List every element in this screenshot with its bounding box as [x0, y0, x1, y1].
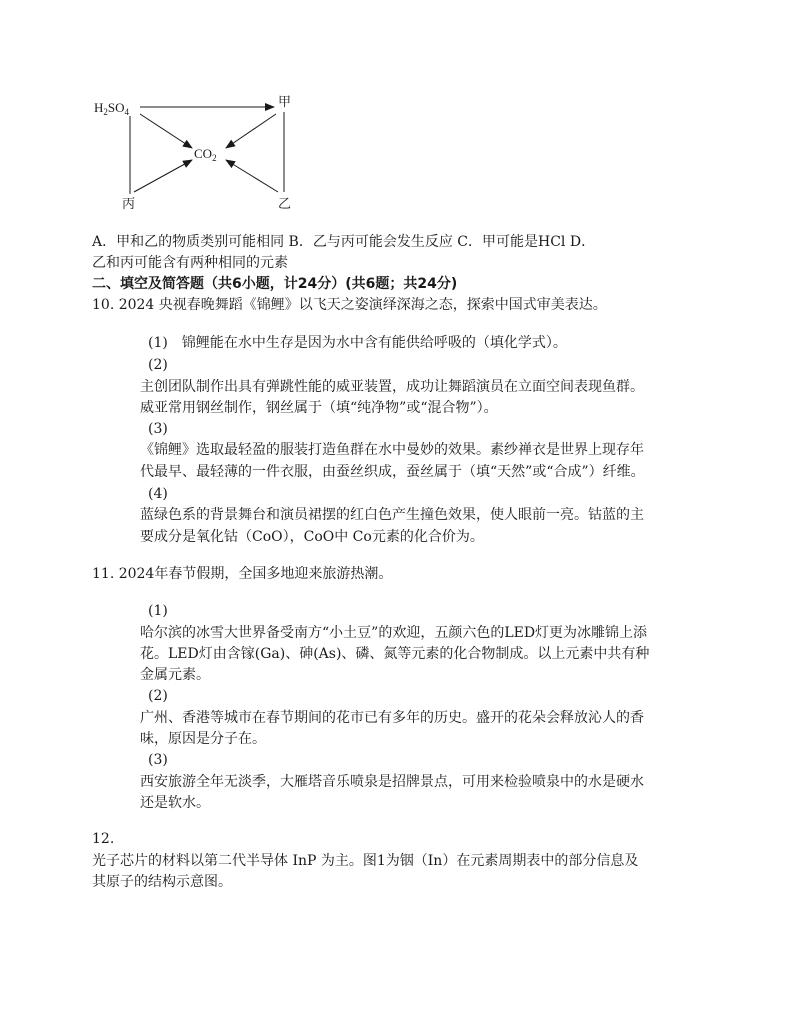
q11-part3-line2: 还是软水。 [140, 795, 210, 811]
q10-part3-number: (3) [148, 421, 168, 437]
q11-part1-line3: 金属元素。 [140, 667, 210, 683]
q11-part1-line1: 哈尔滨的冰雪大世界备受南方“小土豆”的欢迎，五颜六色的LED灯更为冰雕锦上添 [140, 625, 648, 641]
node-co2: $CO_2$ [194, 146, 217, 163]
q10-stem: 10. 2024 央视春晚舞蹈《锦鲤》以飞天之姿演绎深海之态，探索中国式审美表达。 [92, 297, 607, 313]
q9-options-line1: A．甲和乙的物质类别可能相同 B．乙与丙可能会发生反应 C．甲可能是HCl D． [92, 234, 596, 250]
arrow-jia-to-co2 [226, 114, 276, 148]
q11-part2-line2: 味，原因是分子在。 [140, 731, 266, 747]
q10-part3-line1: 《锦鲤》选取最轻盈的服装打造鱼群在水中曼妙的效果。素纱禅衣是世界上现存年 [140, 442, 644, 458]
q10-part4-number: (4) [148, 486, 168, 502]
reaction-diagram-svg [86, 88, 316, 216]
node-jia: 甲 [278, 94, 292, 109]
q10-part1: (1) 锦鲤能在水中生存是因为水中含有能供给呼吸的（填化学式）。 [148, 335, 567, 351]
q10-part4-line1: 蓝绿色系的背景舞台和演员裙摆的红白色产生撞色效果，使人眼前一亮。钴蓝的主 [140, 507, 644, 523]
node-yi: 乙 [278, 196, 292, 211]
q12-line1: 光子芯片的材料以第二代半导体 InP 为主。图1为铟（In）在元素周期表中的部分信息及 [92, 853, 639, 869]
reaction-diagram [86, 88, 316, 216]
q10-part4-line2: 要成分是氧化钴（CoO），CoO中 Co元素的化合价为。 [140, 529, 484, 545]
node-h2so4: $H_2SO_4$ [94, 100, 130, 117]
q10-part2-line2: 威亚常用钢丝制作，钢丝属于（填“纯净物”或“混合物”）。 [140, 400, 498, 416]
q11-part1-number: (1) [148, 603, 168, 619]
q10-part3-line2: 代最早、最轻薄的一件衣服，由蚕丝织成，蚕丝属于（填“天然”或“合成”）纤维。 [140, 464, 645, 480]
node-bing: 丙 [122, 196, 136, 211]
q11-part2-number: (2) [148, 688, 168, 704]
q11-part3-number: (3) [148, 752, 168, 768]
q12-line2: 其原子的结构示意图。 [92, 874, 232, 890]
q10-part2-line1: 主创团队制作出具有弹跳性能的威亚装置，成功让舞蹈演员在立面空间表现鱼群。 [140, 379, 644, 395]
q11-part2-line1: 广州、香港等城市在春节期间的花市已有多年的历史。盛开的花朵会释放沁人的香 [140, 710, 644, 726]
arrow-bing-to-co2 [134, 160, 192, 192]
q11-part1-line2: 花。LED灯由含镓(Ga)、砷(As)、磷、氮等元素的化合物制成。以上元素中共有种 [140, 646, 650, 662]
arrow-yi-to-co2 [226, 160, 278, 192]
arrow-h2so4-to-co2 [140, 114, 192, 148]
q10-part2-number: (2) [148, 357, 168, 373]
q11-stem: 11. 2024年春节假期，全国多地迎来旅游热潮。 [92, 566, 393, 582]
q12-number: 12. [92, 831, 115, 847]
q11-part3-line1: 西安旅游全年无淡季，大雁塔音乐喷泉是招牌景点，可用来检验喷泉中的水是硬水 [140, 774, 644, 790]
q9-options-line2: 乙和丙可能含有两种相同的元素 [92, 255, 288, 271]
section-heading: 二、填空及简答题（共6小题，计24分）(共6题；共24分) [92, 276, 458, 292]
